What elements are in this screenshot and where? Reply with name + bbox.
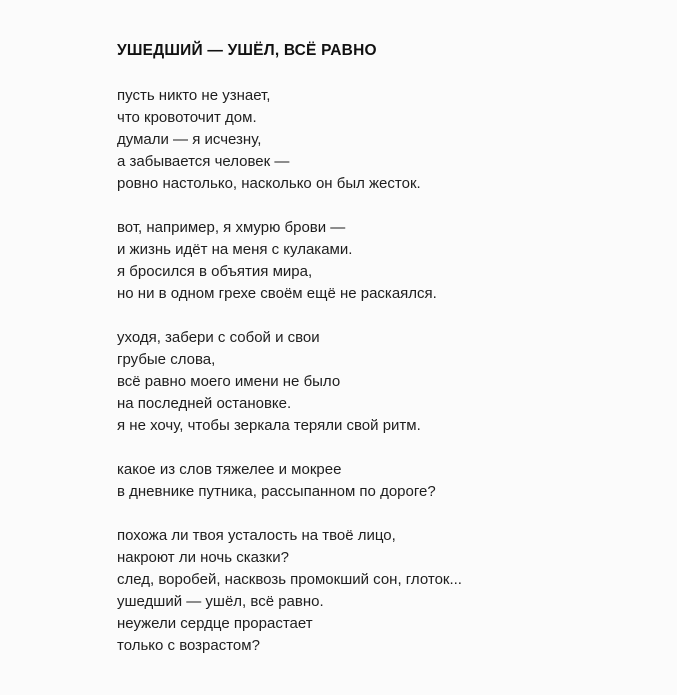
poem-title: УШЕДШИЙ — УШЁЛ, ВСЁ РАВНО xyxy=(117,42,377,59)
stanza-4 xyxy=(117,459,657,503)
poem-article xyxy=(117,40,657,679)
poem-line: я не хочу, чтобы зеркала теряли свой ритм. xyxy=(117,417,421,434)
poem-line: но ни в одном грехе своём ещё не раскаялся. xyxy=(117,285,437,302)
poem-line: ушедший — ушёл, всё равно. xyxy=(117,593,324,610)
poem-line: в дневнике путника, рассыпанном по дороге? xyxy=(117,483,436,500)
poem-body xyxy=(117,85,657,657)
poem-line: какое из слов тяжелее и мокрее xyxy=(117,461,342,478)
poem-line: всё равно моего имени не было xyxy=(117,373,341,390)
poem-line: похожа ли твоя усталость на твоё лицо, xyxy=(117,527,396,544)
poem-line: накроют ли ночь сказки? xyxy=(117,549,289,566)
poem-line: я бросился в объятия мира, xyxy=(117,263,313,280)
stanza-1 xyxy=(117,85,657,195)
poem-line: уходя, забери с собой и свои xyxy=(117,329,320,346)
poem-line: ровно настолько, насколько он был жесток. xyxy=(117,175,421,192)
poem-line: пусть никто не узнает, xyxy=(117,87,271,104)
poem-line: неужели сердце прорастает xyxy=(117,615,313,632)
poem-line: след, воробей, насквозь промокший сон, глоток... xyxy=(117,571,462,588)
stanza-2 xyxy=(117,217,657,305)
poem-line: думали — я исчезну, xyxy=(117,131,262,148)
poem-line: что кровоточит дом. xyxy=(117,109,257,126)
poem-line: грубые слова, xyxy=(117,351,216,368)
poem-line: а забывается человек — xyxy=(117,153,290,170)
poem-line: на последней остановке. xyxy=(117,395,292,412)
poem-line: и жизнь идёт на меня с кулаками. xyxy=(117,241,353,258)
stanza-5 xyxy=(117,525,657,657)
poem-line: вот, например, я хмурю брови — xyxy=(117,219,346,236)
poem-line: только с возрастом? xyxy=(117,637,260,654)
stanza-3 xyxy=(117,327,657,437)
